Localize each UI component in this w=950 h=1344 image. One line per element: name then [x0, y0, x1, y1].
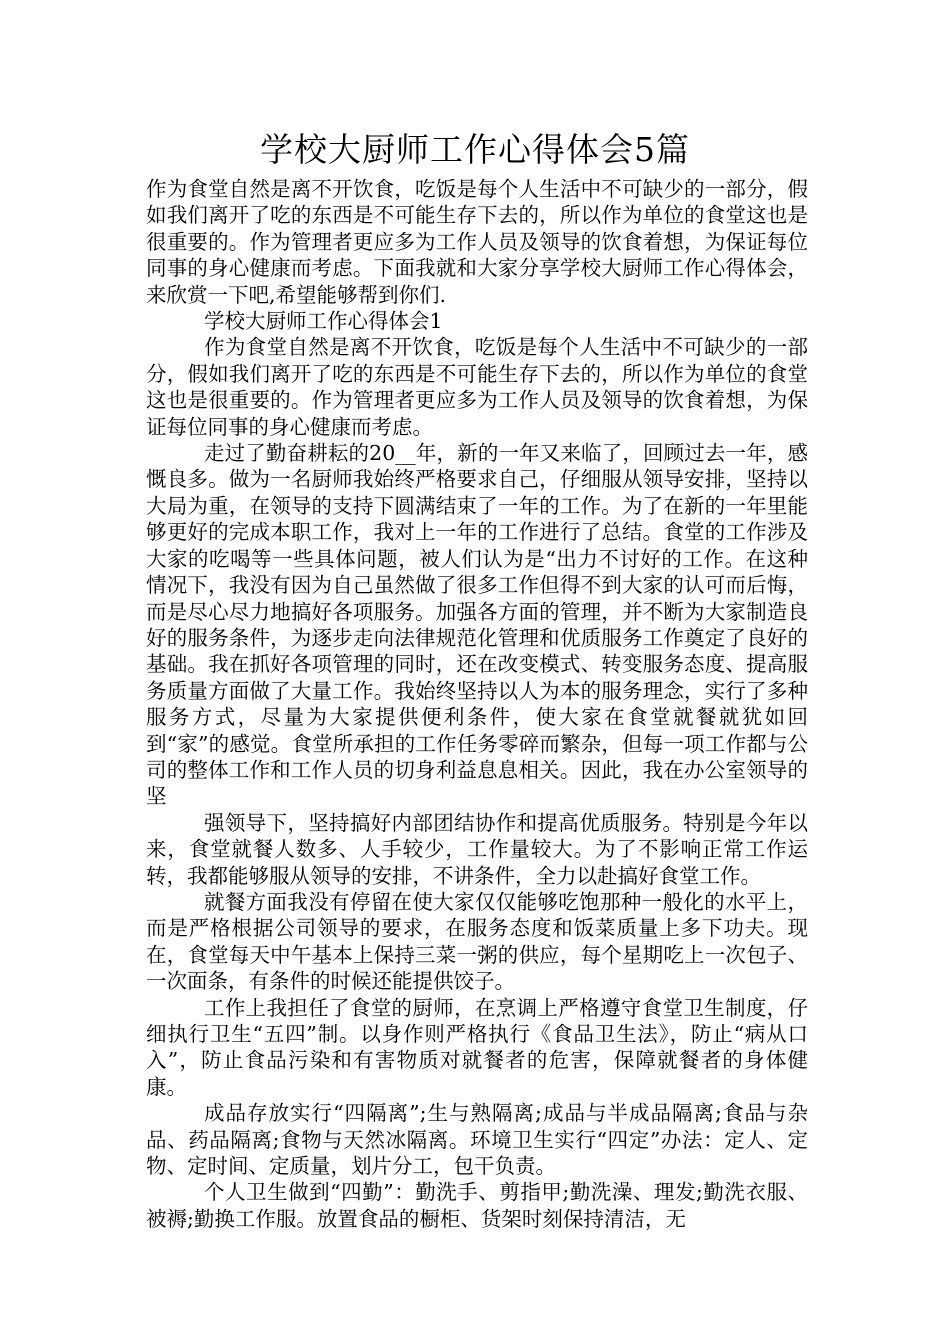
intro-paragraph: 作为食堂自然是离不开饮食，吃饭是每个人生活中不可缺少的一部分，假如我们离开了吃的东西是不可能生存下去的，所以作为单位的食堂这也是很重要的。作为管理者更应多为工作人员及领导的饮食着想，为保证每位同事的身心健康而考虑。下面我就和大家分享学校大厨师工作心得体会，来欣赏一下吧,希望能够帮到你们. — [146, 177, 808, 307]
document-title: 学校大厨师工作心得体会5篇 — [260, 130, 690, 169]
document-body — [146, 176, 808, 1232]
body-paragraph: 就餐方面我没有停留在使大家仅仅能够吃饱那种一般化的水平上，而是严格根据公司领导的要求，在服务态度和饭菜质量上多下功夫。现在，食堂每天中午基本上保持三菜一粥的供应，每个星期吃上一次包子、一次面条，有条件的时候还能提供饺子。 — [146, 889, 808, 994]
body-paragraph: 作为食堂自然是离不开饮食，吃饭是每个人生活中不可缺少的一部分，假如我们离开了吃的东西是不可能生存下去的，所以作为单位的食堂这也是很重要的。作为管理者更应多为工作人员及领导的饮食着想，为保证每位同事的身心健康而考虑。 — [146, 335, 808, 439]
body-paragraph: 工作上我担任了食堂的厨师，在烹调上严格遵守食堂卫生制度，仔细执行卫生“五四”制。以身作则严格执行《食品卫生法》，防止“病从口入”，防止食品污染和有害物质对就餐者的危害，保障就餐者的身体健康。 — [146, 995, 808, 1099]
body-paragraph: 个人卫生做到“四勤”：勤洗手、剪指甲;勤洗澡、理发;勤洗衣服、被褥;勤换工作服。放置食品的橱柜、货架时刻保持清洁，无 — [146, 1180, 808, 1231]
body-paragraph: 成品存放实行“四隔离”;生与熟隔离;成品与半成品隔离;食品与杂品、药品隔离;食物与天然冰隔离。环境卫生实行“四定”办法：定人、定物、定时间、定质量，划片分工，包干负责。 — [146, 1101, 808, 1179]
body-paragraph: 走过了勤奋耕耘的20__年，新的一年又来临了，回顾过去一年，感慨良多。做为一名厨师我始终严格要求自己，仔细服从领导安排，坚持以大局为重，在领导的支持下圆满结束了一年的工作。为了在新的一年里能够更好的完成本职工作，我对上一年的工作进行了总结。食堂的工作涉及大家的吃喝等一些具体问题，被人们认为是“出力不讨好的工作。在这种情况下，我没有因为自己虽然做了很多工作但得不到大家的认可而后悔，而是尽心尽力地搞好各项服务。加强各方面的管理，并不断为大家制造良好的服务条件，为逐步走向法律规范化管理和优质服务工作奠定了良好的基础。我在抓好各项管理的同时，还在改变模式、转变服务态度、提高服务质量方面做了大量工作。我始终坚持以人为本的服务理念，实行了多种服务方式，尽量为大家提供便利条件，使大家在食堂就餐就犹如回到“家”的感觉。食堂所承担的工作任务零碎而繁杂，但每一项工作都与公司的整体工作和工作人员的切身利益息息相关。因此，我在办公室领导的坚 — [146, 441, 808, 809]
body-paragraph: 强领导下，坚持搞好内部团结协作和提高优质服务。特别是今年以来，食堂就餐人数多、人手较少，工作量较大。为了不影响正常工作运转，我都能够服从领导的安排，不讲条件，全力以赴搞好食堂工作。 — [146, 810, 808, 888]
section-heading: 学校大厨师工作心得体会1 — [204, 309, 443, 334]
